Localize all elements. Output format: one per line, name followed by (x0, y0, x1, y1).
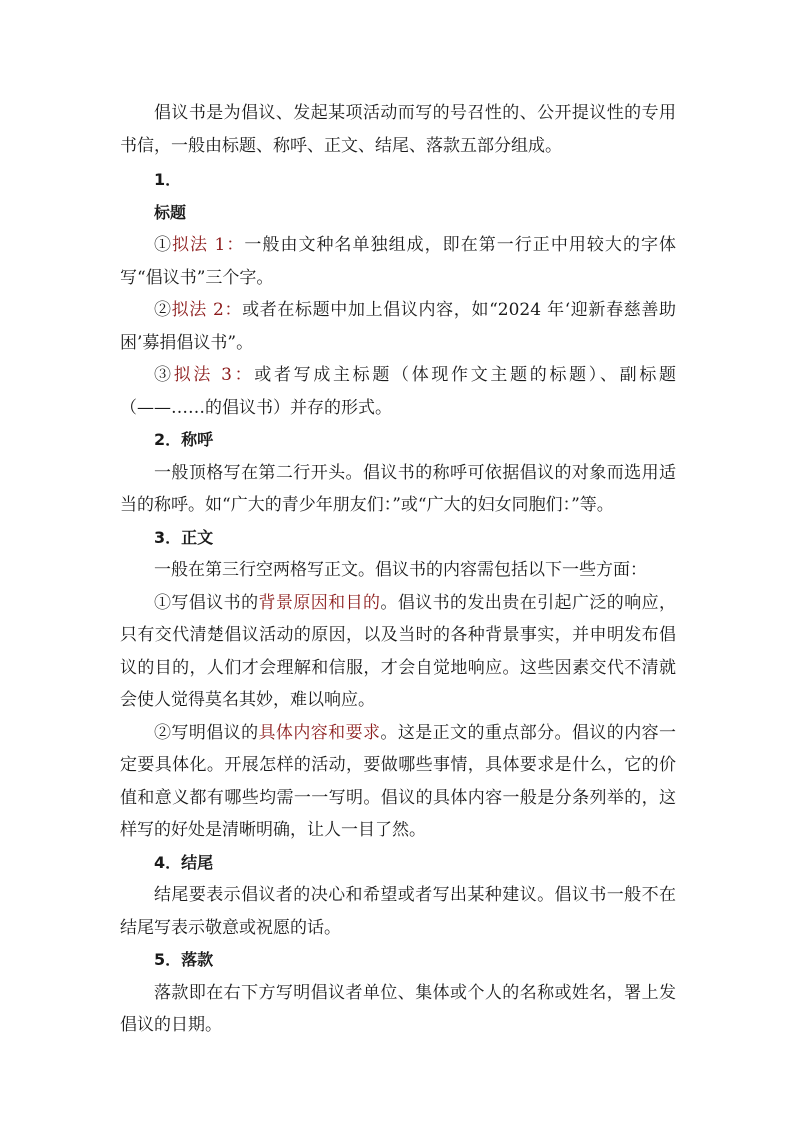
circled-number-2: ② (154, 300, 172, 320)
body-item-2-prefix: 写明倡议的 (171, 722, 259, 743)
method-label-3: 拟法 3： (173, 365, 255, 385)
method-label-2: 拟法 2： (171, 300, 243, 320)
title-method-1 (120, 229, 676, 294)
method-text-3: 或者写成主标题（体现作文主题的标题）、副标题（——……的倡议书）并存的形式。 (120, 365, 677, 418)
intro-paragraph: 倡议书是为倡议、发起某项活动而写的号召性的、公开提议性的专用书信，一般由标题、称呼、正文、结尾、落款五部分组成。 (120, 103, 676, 156)
body-intro-paragraph: 一般在第三行空两格写正文。倡议书的内容需包括以下一些方面： (154, 560, 647, 580)
body-item-1-highlight: 背景原因和目的 (258, 592, 381, 613)
body-item-2 (120, 717, 676, 847)
method-label-1: 拟法 1： (172, 235, 245, 255)
circled-number-3: ③ (154, 365, 174, 385)
document-content (120, 97, 676, 1042)
section-2-heading: 2．称呼 (154, 430, 214, 449)
salutation-paragraph: 一般顶格写在第二行开头。倡议书的称呼可依据倡议的对象而选用适当的称呼。如“广大的青少年朋友们：”或“广大的妇女同胞们：”等。 (120, 462, 676, 515)
method-text-2: 或者在标题中加上倡议内容，如“2024 年‘迎新春慈善助困’募捐倡议书”。 (120, 300, 676, 353)
title-method-3 (120, 359, 676, 424)
body-item-2-text: 。这是正文的重点部分。倡议的内容一定要具体化。开展怎样的活动，要做哪些事情，具体要求是什么，它的价值和意义都有哪些均需一一写明。倡议的具体内容一般是分条列举的，这样写的好处是清晰明确，让人一目了然。 (120, 722, 677, 840)
signature-paragraph: 落款即在右下方写明倡议者单位、集体或个人的名称或姓名，署上发倡议的日期。 (120, 982, 676, 1035)
method-text-1: 一般由文种名单独组成，即在第一行正中用较大的字体写“倡议书”三个字。 (120, 235, 676, 288)
ending-paragraph: 结尾要表示倡议者的决心和希望或者写出某种建议。倡议书一般不在结尾写表示敬意或祝愿的话。 (120, 885, 676, 938)
circled-number-2: ② (154, 722, 172, 743)
circled-number-1: ① (154, 592, 172, 613)
body-item-1-prefix: 写倡议书的 (171, 592, 259, 613)
section-4-heading: 4．结尾 (154, 852, 214, 872)
section-1-number: 1． (154, 170, 182, 189)
body-item-1-text: 。倡议书的发出贵在引起广泛的响应，只有交代清楚倡议活动的原因，以及当时的各种背景事实，并申明发布倡议的目的，人们才会理解和信服，才会自觉地响应。这些因素交代不清就会使人觉得莫名其妙，难以响应。 (120, 592, 677, 710)
section-1-heading: 标题 (154, 202, 187, 222)
section-5-heading: 5．落款 (154, 950, 214, 969)
title-method-2 (120, 294, 676, 359)
circled-number-1: ① (154, 235, 173, 255)
section-3-heading: 3．正文 (154, 527, 214, 547)
body-item-1 (120, 587, 676, 717)
body-item-2-highlight: 具体内容和要求 (258, 722, 381, 743)
